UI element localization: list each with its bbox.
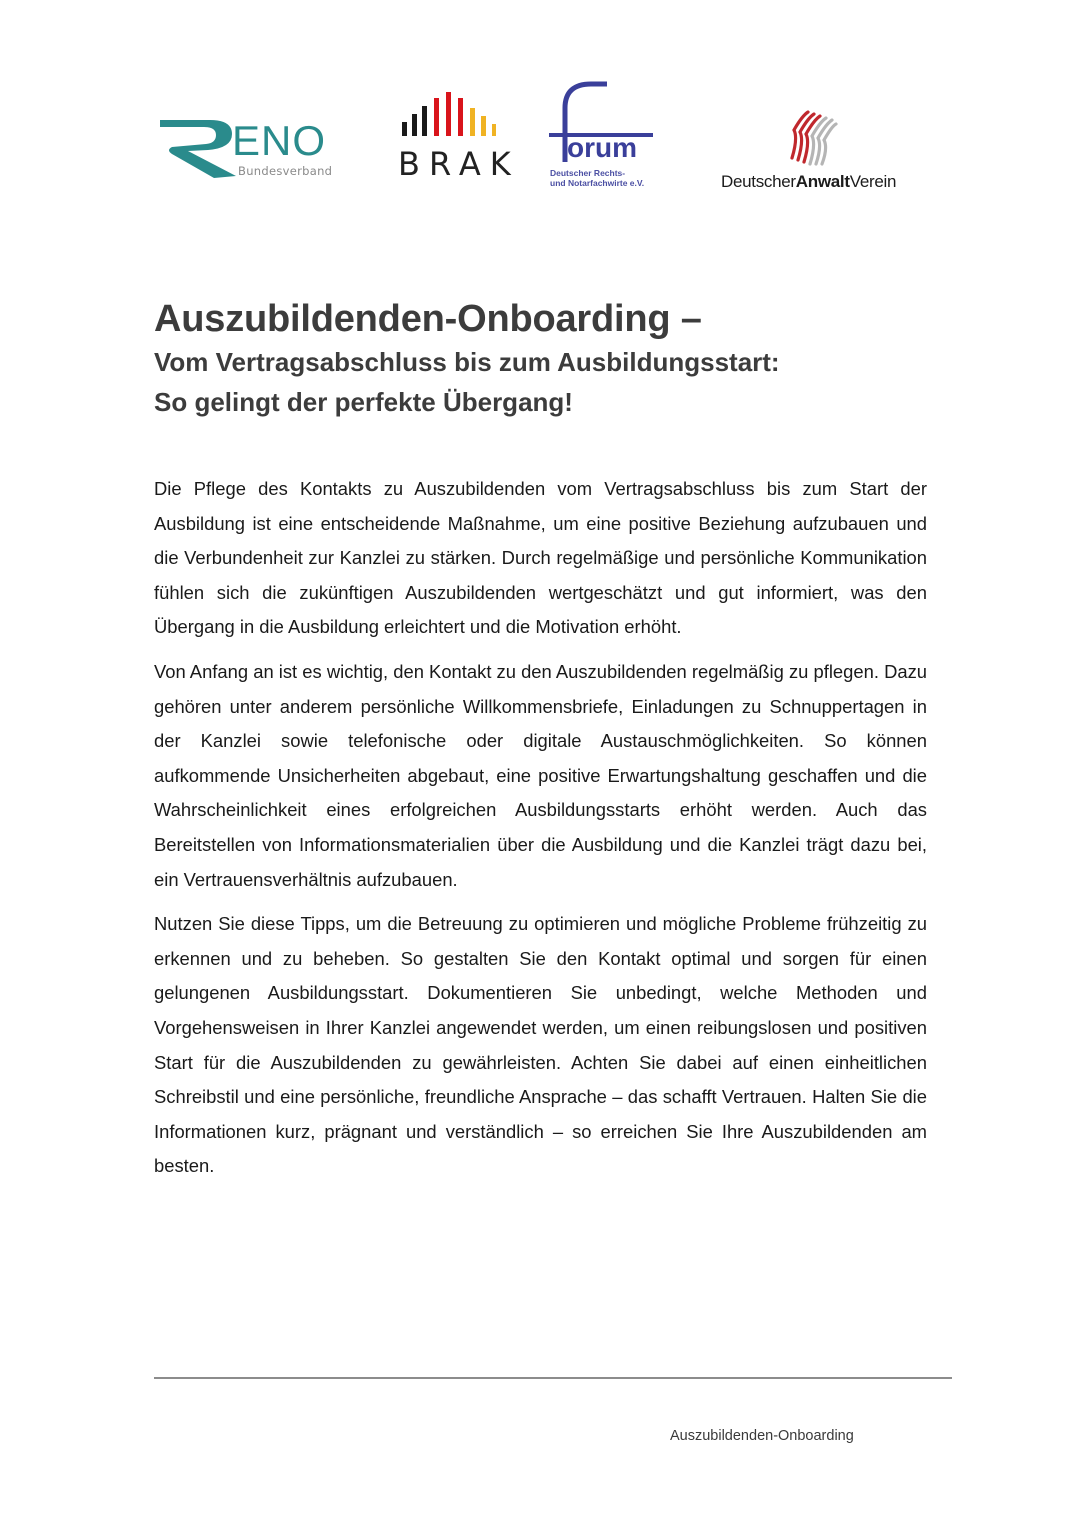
dav-wordmark: DeutscherAnwaltVerein (721, 172, 897, 191)
page-subtitle-line-2: So gelingt der perfekte Übergang! (154, 387, 573, 417)
document-title-block (154, 296, 934, 422)
deutscher-anwaltverein-logo (718, 108, 908, 194)
forum-logo (545, 78, 665, 193)
paragraph-1: Die Pflege des Kontakts zu Auszubildenden vom Vertragsabschluss bis zum Start der Ausbildung ist eine entscheidende Maßnahme, um eine positive Beziehung aufzubauen und die Verbundenheit zur Kanzlei zu stärken. Durch regelmäßige und persönliche Kommunikation fühlen sich die zukünftigen Auszubildenden wertgeschätzt und gut informiert, was den Übergang in die Ausbildung erleichtert und die Motivation erhöht. (154, 478, 927, 638)
dav-wave-icon (788, 108, 838, 166)
reno-bundesverband-logo (158, 112, 348, 182)
paragraph-2: Von Anfang an ist es wichtig, den Kontakt zu den Auszubildenden regelmäßig zu pflegen. Dazu gehören unter anderem persönliche Willkommensbriefe, Einladungen zu Schnuppertagen in der Kanzlei sowie telefonische oder digitale Austauschmöglichkeiten. So können aufkommende Unsicherheiten abgebaut, eine positive Erwartungshaltung geschaffen und die Wahrscheinlichkeit eines erfolgreichen Ausbildungsstarts erhöht werden. Auch das Bereitstellen von Informationsmaterialien über die Ausbildung und die Kanzlei trägt dazu bei, ein Vertrauensverhältnis aufzubauen. (154, 660, 927, 890)
forum-subtitle: Deutscher Rechts- und Notarfachwirte e.V. (550, 168, 645, 188)
page-title: Auszubildenden-Onboarding – (154, 298, 702, 340)
page-subtitle-line-1: Vom Vertragsabschluss bis zum Ausbildungsstart: (154, 347, 780, 377)
brak-wordmark: BRAK (398, 145, 520, 183)
brak-logo (396, 88, 520, 188)
reno-subtitle: Bundesverband (238, 164, 333, 178)
reno-r-swoosh-icon (158, 114, 238, 180)
paragraph-3: Nutzen Sie diese Tipps, um die Betreuung zu optimieren und mögliche Probleme frühzeitig zu erkennen und zu beheben. So gestalten Sie den Kontakt optimal und sorgen für einen gelungenen Ausbildungsstart. Dokumentieren Sie unbedingt, welche Methoden und Vorgehensweisen in Ihrer Kanzlei angewendet werden, um einen reibungslosen und positiven Start für die Auszubildenden zu gewährleisten. Achten Sie dabei auf einen einheitlichen Schreibstil und eine persönliche, freundliche Ansprache – das schafft Vertrauen. Halten Sie die Informationen kurz, prägnant und verständlich – so erreichen Sie Ihre Auszubildenden am besten. (154, 913, 927, 1177)
footer-divider (154, 1377, 952, 1379)
footer-document-title: Auszubildenden-Onboarding (670, 1428, 854, 1444)
brak-bars-icon (400, 88, 500, 138)
document-body (154, 472, 927, 1194)
reno-wordmark: ENO (232, 117, 327, 164)
forum-wordmark: orum (567, 132, 637, 163)
